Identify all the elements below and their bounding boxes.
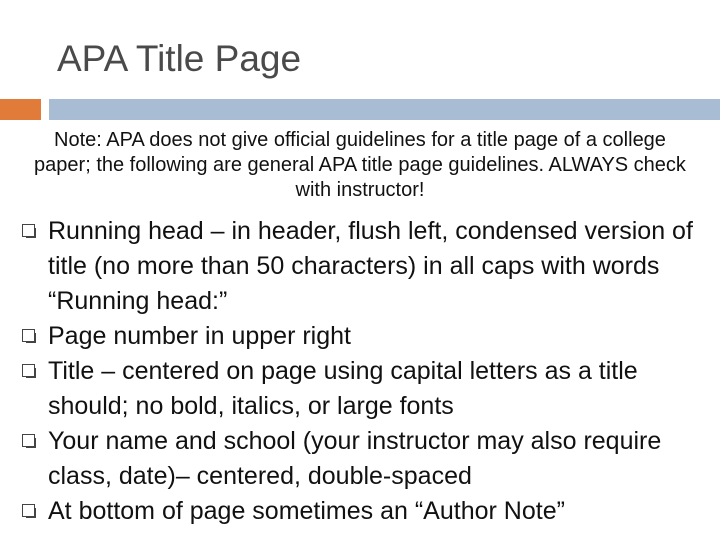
header-rule-bar: [49, 99, 720, 120]
accent-bar: [0, 99, 41, 120]
square-bullet-icon: [22, 329, 35, 342]
list-item: [22, 319, 702, 354]
square-bullet-icon: [22, 224, 35, 237]
note-text: Note: APA does not give official guidelines for a title page of a college paper; the following are general APA title page guidelines. ALWAYS check with instructor!: [34, 129, 686, 201]
list-item: [22, 214, 702, 319]
bullet-text: Page number in upper right: [48, 322, 351, 350]
bullet-text: Your name and school (your instructor may also require class, date)– centered, double-spaced: [48, 427, 662, 490]
bullet-text: Running head – in header, flush left, condensed version of title (no more than 50 characters) in all caps with words “Running head:”: [48, 217, 693, 315]
list-item: [22, 354, 702, 424]
square-bullet-icon: [22, 504, 35, 517]
bullet-text: At bottom of page sometimes an “Author Note”: [48, 497, 565, 525]
bullet-list: [22, 214, 702, 529]
list-item: [22, 494, 702, 529]
bullet-text: Title – centered on page using capital letters as a title should; no bold, italics, or large fonts: [48, 357, 638, 420]
slide-title: APA Title Page: [57, 38, 302, 79]
square-bullet-icon: [22, 434, 35, 447]
list-item: [22, 424, 702, 494]
square-bullet-icon: [22, 364, 35, 377]
